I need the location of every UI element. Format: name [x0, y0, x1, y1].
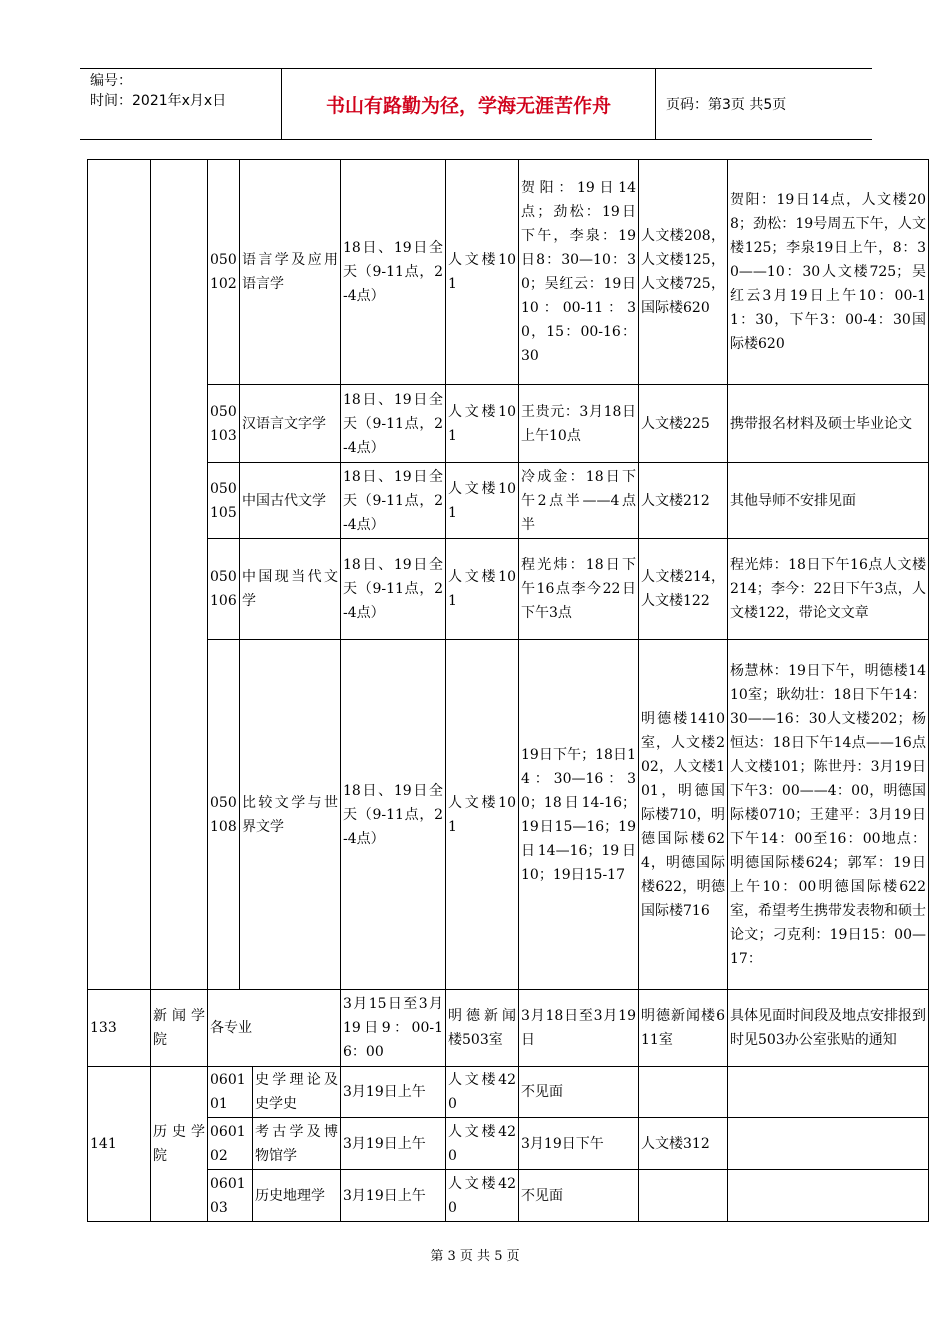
exam-time-cell: 3月19日上午 [341, 1118, 446, 1170]
table-row [88, 640, 929, 990]
table-row [88, 1118, 929, 1170]
table-row [88, 385, 929, 463]
major-cell: 中国古代文学 [240, 463, 341, 539]
meet-place-cell: 人文楼312 [639, 1118, 728, 1170]
exam-time-cell: 18日、19日全天（9-11点，2-4点） [341, 385, 446, 463]
meet-time-cell: 冷成金：18日下午2点半——4点半 [519, 463, 639, 539]
dept-cell [151, 160, 208, 990]
exam-place-cell: 人文楼420 [446, 1118, 519, 1170]
exam-place-cell: 人文楼420 [446, 1067, 519, 1118]
note-cell [728, 1067, 929, 1118]
exam-place-cell: 人文楼101 [446, 463, 519, 539]
exam-time-cell: 3月19日上午 [341, 1067, 446, 1118]
exam-time-cell: 3月19日上午 [341, 1170, 446, 1222]
meet-time-cell: 3月18日至3月19日 [519, 990, 639, 1067]
meet-place-cell: 明德楼1410室，人文楼202，人文楼101，明德国际楼710，明德国际楼624，明德国际楼622，明德国际楼716 [639, 640, 728, 990]
exam-place-cell: 人文楼101 [446, 539, 519, 640]
note-cell [728, 1118, 929, 1170]
major-cell: 历史地理学 [253, 1170, 341, 1222]
code-cell: 050 102 [208, 160, 240, 385]
table-row [88, 1170, 929, 1222]
meet-time-cell: 不见面 [519, 1067, 639, 1118]
meet-place-cell [639, 1067, 728, 1118]
meet-place-cell: 人文楼214，人文楼122 [639, 539, 728, 640]
meet-time-cell: 19日下午；18日14：30—16：30；18日14-16；19日15—16；19日14—16；19日10；19日15-17 [519, 640, 639, 990]
table-row [88, 160, 929, 385]
code-cell: 060101 [208, 1067, 253, 1118]
schedule-table [87, 159, 929, 1222]
meet-place-cell [639, 1170, 728, 1222]
code-cell: 050 106 [208, 539, 240, 640]
page-footer: 第 3 页 共 5 页 [430, 1249, 520, 1264]
meet-place-cell: 人文楼225 [639, 385, 728, 463]
exam-time-cell: 18日、19日全天（9-11点，2-4点） [341, 539, 446, 640]
exam-place-cell: 人文楼101 [446, 160, 519, 385]
exam-time-cell: 18日、19日全天（9-11点，2-4点） [341, 640, 446, 990]
code-cell: 050 105 [208, 463, 240, 539]
meet-place-cell: 明德新闻楼611室 [639, 990, 728, 1067]
note-cell: 杨慧林：19日下午，明德楼1410室；耿幼壮：18日下午14：30——16：30人文楼202；杨恒达：18日下午14点——16点人文楼101；陈世丹：3月19日下午3：00——4：00，明德国际楼0710；王建平：3月19日下午14：00至16：00地点：明德国际楼624；郭军：19日上午10：00明德国际楼622室，希望考生携带发表物和硕士论文；刁克利：19日15：00—17： [728, 640, 929, 990]
code-cell: 050 103 [208, 385, 240, 463]
num-cell: 141 [88, 1067, 151, 1222]
exam-time-cell: 18日、19日全天（9-11点，2-4点） [341, 463, 446, 539]
note-cell [728, 1170, 929, 1222]
table-row [88, 463, 929, 539]
note-cell: 程光炜：18日下午16点人文楼214；李今：22日下午3点，人文楼122，带论文文章 [728, 539, 929, 640]
exam-place-cell: 人文楼101 [446, 385, 519, 463]
code-cell: 060103 [208, 1170, 253, 1222]
table-row [88, 990, 929, 1067]
exam-place-cell: 人文楼420 [446, 1170, 519, 1222]
meet-time-cell: 贺阳：19日14点；劲松：19日下午，李泉：19日8：30—10：30；吴红云：19日10：00-11：30，15：00-16：30 [519, 160, 639, 385]
meet-time-cell: 程光炜：18日下午16点李今22日下午3点 [519, 539, 639, 640]
table-row [88, 539, 929, 640]
meet-time-cell: 3月19日下午 [519, 1118, 639, 1170]
meet-place-cell: 人文楼212 [639, 463, 728, 539]
note-cell: 具体见面时间段及地点安排报到时见503办公室张贴的通知 [728, 990, 929, 1067]
note-cell: 携带报名材料及硕士毕业论文 [728, 385, 929, 463]
exam-time-cell: 18日、19日全天（9-11点，2-4点） [341, 160, 446, 385]
dept-cell: 历史学院 [151, 1067, 208, 1222]
major-cell: 比较文学与世界文学 [240, 640, 341, 990]
code-cell: 050 108 [208, 640, 240, 990]
exam-place-cell: 明德新闻楼503室 [446, 990, 519, 1067]
major-cell: 史学理论及史学史 [253, 1067, 341, 1118]
note-cell: 其他导师不安排见面 [728, 463, 929, 539]
doc-number-label: 编号： [90, 73, 132, 89]
doc-date-label: 时间：2021年x月x日 [90, 93, 227, 109]
table-row [88, 1067, 929, 1118]
major-cell: 考古学及博物馆学 [253, 1118, 341, 1170]
header-motto: 书山有路勤为径，学海无涯苦作舟 [282, 69, 656, 139]
major-cell: 语言学及应用语言学 [240, 160, 341, 385]
num-cell: 133 [88, 990, 151, 1067]
meet-place-cell: 人文楼208，人文楼125，人文楼725，国际楼620 [639, 160, 728, 385]
note-cell: 贺阳：19日14点，人文楼208；劲松：19号周五下午，人文楼125；李泉19日上午，8：30——10：30人文楼725；吴红云3月19日上午10：00-11：30，下午3：00-4：30国际楼620 [728, 160, 929, 385]
header-info [80, 69, 282, 139]
major-cell: 汉语言文字学 [240, 385, 341, 463]
page-header [80, 68, 872, 140]
dept-cell: 新闻学院 [151, 990, 208, 1067]
exam-time-cell: 3月15日至3月19日9：00-16：00 [341, 990, 446, 1067]
num-cell [88, 160, 151, 990]
major-cell: 各专业 [208, 990, 341, 1067]
exam-place-cell: 人文楼101 [446, 640, 519, 990]
meet-time-cell: 不见面 [519, 1170, 639, 1222]
header-page-label: 页码：第3页 共5页 [666, 97, 787, 113]
major-cell: 中国现当代文学 [240, 539, 341, 640]
code-cell: 060102 [208, 1118, 253, 1170]
meet-time-cell: 王贵元：3月18日上午10点 [519, 385, 639, 463]
